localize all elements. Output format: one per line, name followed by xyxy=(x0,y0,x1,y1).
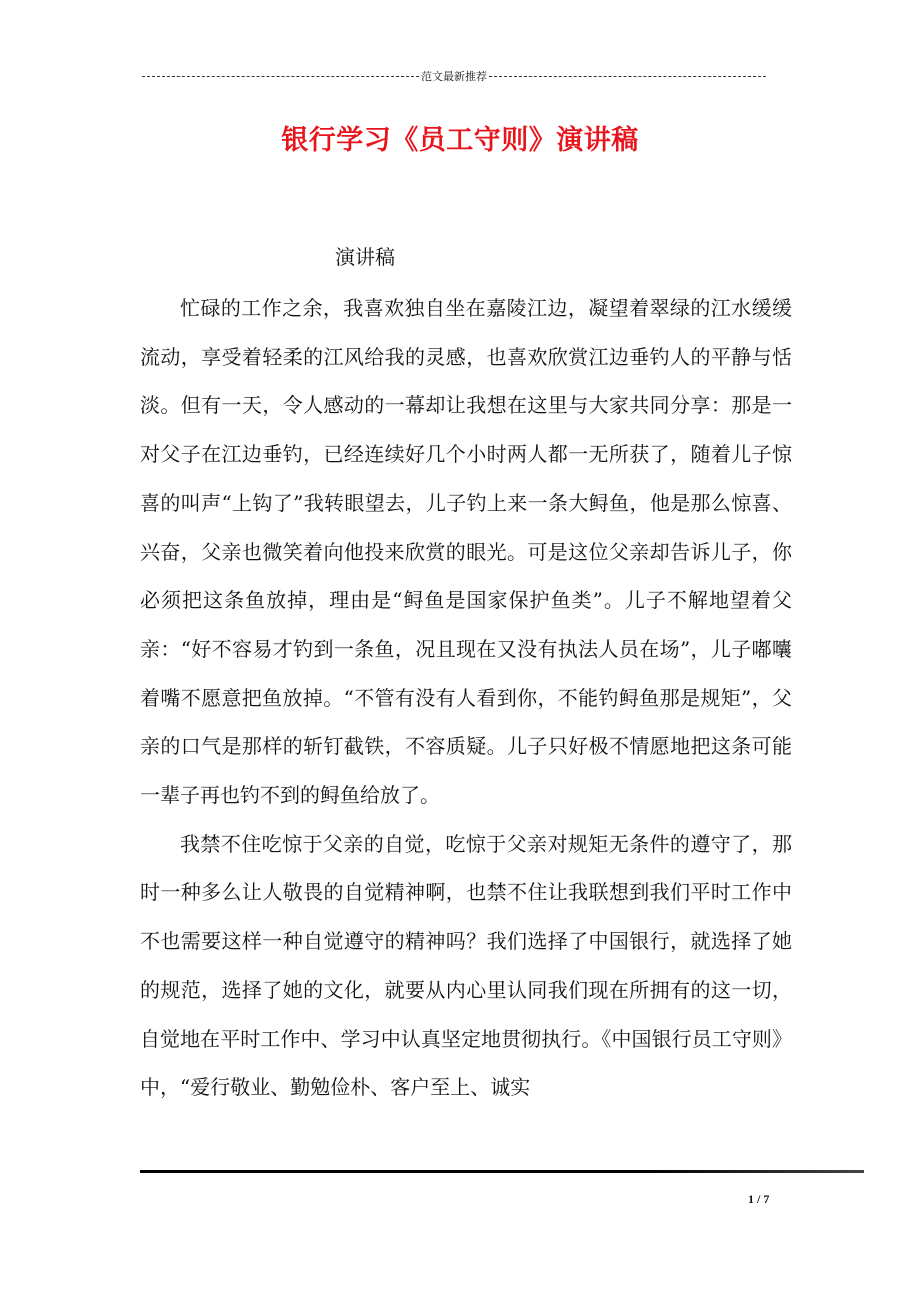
document-body xyxy=(140,284,792,1112)
document-title: 银行学习《员工守则》演讲稿 xyxy=(281,125,639,156)
header-label: 范文最新推荐 xyxy=(421,70,487,83)
page-number: 1 / 7 xyxy=(748,1192,770,1206)
paragraph: 忙碌的工作之余，我喜欢独自坐在嘉陵江边，凝望着翠绿的江水缓缓流动，享受着轻柔的江风给我的灵感，也喜欢欣赏江边垂钓人的平静与恬淡。但有一天，令人感动的一幕却让我想在这里与大家共同分享：那是一对父子在江边垂钓，已经连续好几个小时两人都一无所获了，随着儿子惊喜的叫声“上钩了”我转眼望去，儿子钓上来一条大鲟鱼，他是那么惊喜、兴奋，父亲也微笑着向他投来欣赏的眼光。可是这位父亲却告诉儿子，你必须把这条鱼放掉，理由是“鲟鱼是国家保护鱼类”。儿子不解地望着父亲：“好不容易才钓到一条鱼，况且现在又没有执法人员在场”，儿子嘟囔着嘴不愿意把鱼放掉。“不管有没有人看到你，不能钓鲟鱼那是规矩”，父亲的口气是那样的斩钉截铁，不容质疑。儿子只好极不情愿地把这条可能一辈子再也钓不到的鲟鱼给放了。 xyxy=(140,296,792,808)
footer-divider xyxy=(140,1170,864,1173)
header-dash-left xyxy=(142,76,419,77)
header-dash-right xyxy=(489,76,766,77)
document-subtitle: 演讲稿 xyxy=(335,245,395,269)
header-banner xyxy=(142,68,766,84)
paragraph: 我禁不住吃惊于父亲的自觉，吃惊于父亲对规矩无条件的遵守了，那时一种多么让人敬畏的自觉精神啊，也禁不住让我联想到我们平时工作中不也需要这样一种自觉遵守的精神吗？我们选择了中国银行，就选择了她的规范，选择了她的文化，就要从内心里认同我们现在所拥有的这一切，自觉地在平时工作中、学习中认真坚定地贯彻执行。《中国银行员工守则》中，“爱行敬业、勤勉俭朴、客户至上、诚实 xyxy=(140,831,792,1100)
